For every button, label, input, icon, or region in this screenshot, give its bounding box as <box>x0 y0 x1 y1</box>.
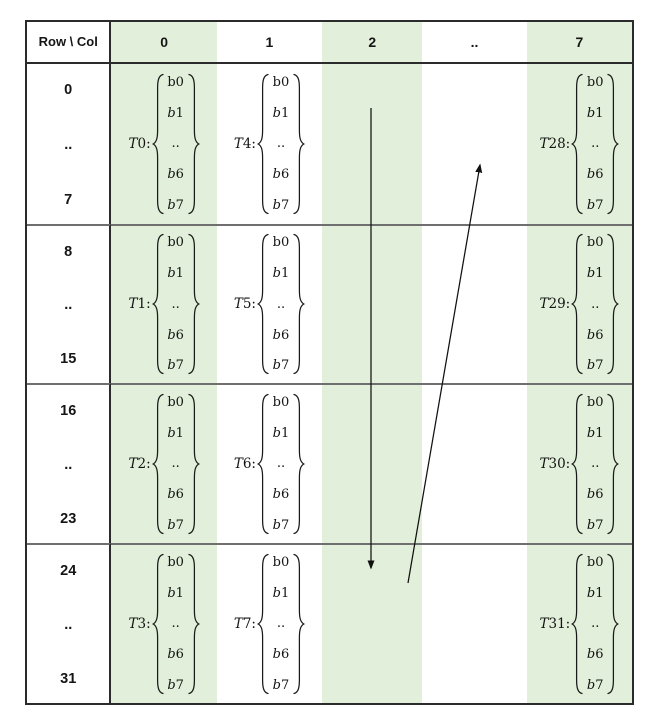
bit-list <box>270 553 292 695</box>
left-brace-icon <box>152 393 165 535</box>
thread-cell <box>527 383 632 543</box>
row-label-text: 31 <box>60 671 77 687</box>
bit-letter: b <box>586 197 596 213</box>
bit-item: b0 <box>272 554 290 570</box>
bit-item <box>167 648 184 661</box>
thread-label <box>129 616 151 632</box>
thread-letter: T <box>128 615 138 632</box>
bit-letter: b <box>272 167 281 183</box>
bit-number: 1 <box>595 425 604 441</box>
thread-label <box>234 136 256 152</box>
header-cell-col-0: 0 <box>111 22 216 64</box>
right-brace-icon <box>606 393 619 535</box>
bit-list <box>270 393 292 535</box>
left-brace-icon <box>257 553 270 695</box>
left-brace-icon <box>257 393 270 535</box>
bit-list <box>270 233 292 375</box>
row-label-text: 16 <box>60 402 77 419</box>
bit-number: 6 <box>280 327 290 343</box>
bit-number: 6 <box>280 647 290 663</box>
bit-number: 1 <box>280 266 290 282</box>
left-brace-icon <box>152 73 165 215</box>
row-label-text: 0 <box>64 81 73 98</box>
bit-item <box>167 427 184 440</box>
thread-number: 5: <box>242 296 256 313</box>
bit-number: 6 <box>175 327 184 343</box>
bit-list <box>270 73 292 215</box>
bit-letter: b <box>167 105 176 121</box>
bit-item: b0 <box>167 554 184 570</box>
thread-label <box>129 456 151 472</box>
left-brace-icon <box>152 233 165 375</box>
thread-label <box>539 296 570 312</box>
bit-item <box>587 199 604 212</box>
bit-letter: b <box>272 266 281 282</box>
row-label-cell <box>27 224 111 383</box>
bit-item: b0 <box>167 394 184 410</box>
bit-item <box>587 329 604 342</box>
thread-vector <box>129 393 200 535</box>
thread-cell <box>111 543 216 703</box>
bit-item: .. <box>591 296 600 312</box>
bit-letter: b <box>272 105 281 121</box>
bit-letter: b <box>272 358 281 374</box>
bit-item <box>587 488 604 501</box>
bit-number: 7 <box>175 197 184 213</box>
row-label-text: .. <box>64 456 73 473</box>
bit-letter: b <box>167 585 176 601</box>
bit-number: 7 <box>280 197 290 213</box>
bit-number: 7 <box>280 677 290 693</box>
bit-list <box>165 553 187 695</box>
bit-number: 7 <box>595 197 604 213</box>
bit-letter: b <box>167 358 176 374</box>
left-brace-icon <box>571 393 584 535</box>
bit-letter: b <box>586 266 596 282</box>
thread-vector <box>234 73 305 215</box>
bit-item <box>273 329 290 342</box>
left-brace-icon <box>571 233 584 375</box>
right-brace-icon <box>606 73 619 215</box>
thread-label <box>234 296 256 312</box>
bit-list <box>584 393 606 535</box>
bit-number: 7 <box>175 677 184 693</box>
left-brace-icon <box>571 73 584 215</box>
empty-cell <box>322 64 422 224</box>
bit-item <box>167 679 184 692</box>
thread-letter: T <box>233 135 243 152</box>
thread-letter: T <box>233 455 243 472</box>
bit-item: b0 <box>586 554 604 570</box>
left-brace-icon <box>571 553 584 695</box>
bit-list <box>584 553 606 695</box>
bit-list <box>584 233 606 375</box>
bit-letter: b <box>272 677 281 693</box>
bit-item <box>273 359 290 372</box>
bit-item <box>587 168 604 181</box>
bit-letter: b <box>167 425 176 441</box>
right-brace-icon <box>187 393 200 535</box>
bit-item: .. <box>276 616 286 632</box>
row-label-text: .. <box>64 297 73 314</box>
empty-cell <box>422 543 526 703</box>
thread-cell <box>217 224 322 383</box>
bit-number: 7 <box>595 517 604 533</box>
bit-item <box>587 107 604 120</box>
bit-item <box>167 267 184 280</box>
thread-number: 31: <box>548 615 571 632</box>
thread-cell <box>527 64 632 224</box>
bit-letter: b <box>586 425 596 441</box>
row-label-text: 24 <box>60 562 77 579</box>
header-cell-col-1: 1 <box>217 22 322 64</box>
thread-cell <box>527 224 632 383</box>
thread-letter: T <box>128 296 138 313</box>
bit-number: 1 <box>175 266 184 282</box>
thread-number: 4: <box>242 135 256 152</box>
bit-item <box>167 359 184 372</box>
bit-item: b0 <box>272 235 290 251</box>
thread-number: 29: <box>548 296 571 313</box>
row-label-text: .. <box>64 136 73 153</box>
thread-vector <box>539 233 619 375</box>
bit-letter: b <box>586 327 596 343</box>
bit-letter: b <box>167 266 176 282</box>
bit-number: 1 <box>280 585 290 601</box>
bit-item: .. <box>171 456 180 472</box>
bit-number: 7 <box>595 358 604 374</box>
bit-letter: b <box>586 167 596 183</box>
bit-number: 6 <box>280 167 290 183</box>
bit-number: 7 <box>595 677 604 693</box>
bit-item: .. <box>591 456 600 472</box>
bit-item: .. <box>171 296 180 312</box>
bit-item <box>273 488 290 501</box>
bit-letter: b <box>272 647 281 663</box>
bit-item <box>273 587 290 600</box>
bit-item <box>167 329 184 342</box>
bit-item <box>587 648 604 661</box>
bit-item <box>273 648 290 661</box>
thread-number: 6: <box>242 455 256 472</box>
bit-item: b0 <box>586 74 604 90</box>
thread-label <box>129 296 151 312</box>
right-brace-icon <box>606 553 619 695</box>
right-brace-icon <box>292 553 305 695</box>
bit-item <box>167 107 184 120</box>
bit-item <box>273 168 290 181</box>
bit-item: .. <box>171 136 180 152</box>
thread-letter: T <box>539 455 549 472</box>
right-brace-icon <box>187 73 200 215</box>
thread-vector <box>234 393 305 535</box>
right-brace-icon <box>187 233 200 375</box>
thread-cell <box>111 224 216 383</box>
thread-number: 0: <box>137 135 151 152</box>
bit-letter: b <box>586 487 596 503</box>
thread-letter: T <box>128 455 138 472</box>
thread-number: 30: <box>548 455 571 472</box>
bit-item <box>167 168 184 181</box>
bit-letter: b <box>272 487 281 503</box>
bit-number: 1 <box>595 585 604 601</box>
bit-number: 6 <box>280 487 290 503</box>
thread-cell <box>217 383 322 543</box>
bit-number: 6 <box>595 167 604 183</box>
empty-cell <box>422 224 526 383</box>
thread-cell <box>217 543 322 703</box>
bit-item: b0 <box>167 74 184 90</box>
thread-number: 28: <box>548 135 571 152</box>
bit-item <box>587 587 604 600</box>
empty-cell <box>422 64 526 224</box>
bit-item <box>273 679 290 692</box>
bit-item: .. <box>171 616 180 632</box>
bit-letter: b <box>167 167 176 183</box>
bit-item <box>273 107 290 120</box>
bit-item <box>587 427 604 440</box>
thread-label <box>539 456 570 472</box>
left-brace-icon <box>257 233 270 375</box>
bit-item <box>167 587 184 600</box>
row-label-cell <box>27 64 111 224</box>
bit-letter: b <box>272 585 281 601</box>
bit-number: 1 <box>175 585 184 601</box>
bit-item <box>167 519 184 532</box>
bit-item: b0 <box>586 394 604 410</box>
right-brace-icon <box>292 73 305 215</box>
bit-item <box>587 267 604 280</box>
bit-letter: b <box>272 197 281 213</box>
bit-item <box>167 488 184 501</box>
thread-number: 2: <box>137 455 151 472</box>
bit-letter: b <box>272 327 281 343</box>
header-corner-cell: Row \ Col <box>27 22 111 64</box>
bit-number: 6 <box>595 647 604 663</box>
bit-item <box>587 519 604 532</box>
bit-number: 7 <box>280 358 290 374</box>
bit-list <box>165 73 187 215</box>
bit-letter: b <box>167 487 176 503</box>
bit-number: 6 <box>175 647 184 663</box>
bit-number: 6 <box>595 487 604 503</box>
thread-cell <box>111 383 216 543</box>
bit-letter: b <box>586 105 596 121</box>
right-brace-icon <box>187 553 200 695</box>
row-label-text: 15 <box>60 350 77 367</box>
thread-letter: T <box>128 135 138 152</box>
thread-letter: T <box>233 615 243 632</box>
row-label-text: 7 <box>64 191 73 208</box>
header-cell-col-2: 2 <box>322 22 422 64</box>
bit-item: b0 <box>586 235 604 251</box>
bit-item: .. <box>276 136 286 152</box>
bit-item <box>167 199 184 212</box>
header-cell-col-7: 7 <box>527 22 632 64</box>
thread-letter: T <box>539 135 549 152</box>
thread-label <box>234 456 256 472</box>
thread-number: 1: <box>137 296 151 313</box>
bit-list <box>165 393 187 535</box>
bit-letter: b <box>167 327 176 343</box>
bit-number: 6 <box>175 487 184 503</box>
empty-cell <box>422 383 526 543</box>
bit-item <box>273 267 290 280</box>
bit-number: 1 <box>595 105 604 121</box>
bit-number: 6 <box>595 327 604 343</box>
thread-vector <box>129 233 200 375</box>
bit-list <box>165 233 187 375</box>
thread-number: 3: <box>137 615 151 632</box>
thread-letter: T <box>233 296 243 313</box>
bit-item: .. <box>276 456 286 472</box>
bit-letter: b <box>586 647 596 663</box>
bit-number: 1 <box>280 105 290 121</box>
thread-bit-mapping-table <box>25 20 634 705</box>
bit-number: 6 <box>175 167 184 183</box>
bit-item <box>273 199 290 212</box>
thread-cell <box>527 543 632 703</box>
bit-letter: b <box>586 358 596 374</box>
bit-letter: b <box>586 585 596 601</box>
bit-letter: b <box>272 425 281 441</box>
bit-item: .. <box>591 616 600 632</box>
bit-number: 1 <box>175 425 184 441</box>
left-brace-icon <box>257 73 270 215</box>
right-brace-icon <box>606 233 619 375</box>
empty-cell <box>322 543 422 703</box>
bit-number: 1 <box>595 266 604 282</box>
row-label-text: 23 <box>60 510 77 527</box>
bit-number: 7 <box>175 358 184 374</box>
empty-cell <box>322 383 422 543</box>
thread-label <box>234 616 256 632</box>
bit-letter: b <box>272 517 281 533</box>
right-brace-icon <box>292 393 305 535</box>
empty-cell <box>322 224 422 383</box>
thread-cell <box>111 64 216 224</box>
thread-vector <box>234 233 305 375</box>
row-label-cell <box>27 543 111 703</box>
thread-vector <box>539 393 619 535</box>
bit-item <box>273 519 290 532</box>
bit-item <box>587 359 604 372</box>
bit-number: 1 <box>280 425 290 441</box>
bit-number: 7 <box>280 517 290 533</box>
thread-vector <box>129 73 200 215</box>
thread-letter: T <box>539 296 549 313</box>
left-brace-icon <box>152 553 165 695</box>
thread-label <box>539 136 570 152</box>
bit-item <box>587 679 604 692</box>
bit-item: .. <box>591 136 600 152</box>
thread-vector <box>539 73 619 215</box>
bit-letter: b <box>167 517 176 533</box>
thread-vector <box>234 553 305 695</box>
bit-item: b0 <box>272 394 290 410</box>
bit-letter: b <box>167 197 176 213</box>
bit-list <box>584 73 606 215</box>
thread-number: 7: <box>242 615 256 632</box>
thread-label <box>129 136 151 152</box>
bit-letter: b <box>586 677 596 693</box>
bit-item: b0 <box>167 235 184 251</box>
right-brace-icon <box>292 233 305 375</box>
thread-vector <box>129 553 200 695</box>
bit-letter: b <box>167 677 176 693</box>
thread-vector <box>539 553 619 695</box>
row-label-text: .. <box>64 616 73 633</box>
thread-letter: T <box>539 615 549 632</box>
bit-letter: b <box>586 517 596 533</box>
header-cell-col-dotdot: .. <box>422 22 526 64</box>
thread-label <box>539 616 570 632</box>
row-label-cell <box>27 383 111 543</box>
row-label-text: 8 <box>64 243 73 260</box>
bit-item: b0 <box>272 74 290 90</box>
bit-item: .. <box>276 296 286 312</box>
bit-number: 7 <box>175 517 184 533</box>
thread-cell <box>217 64 322 224</box>
bit-letter: b <box>167 647 176 663</box>
bit-number: 1 <box>175 105 184 121</box>
bit-item <box>273 427 290 440</box>
